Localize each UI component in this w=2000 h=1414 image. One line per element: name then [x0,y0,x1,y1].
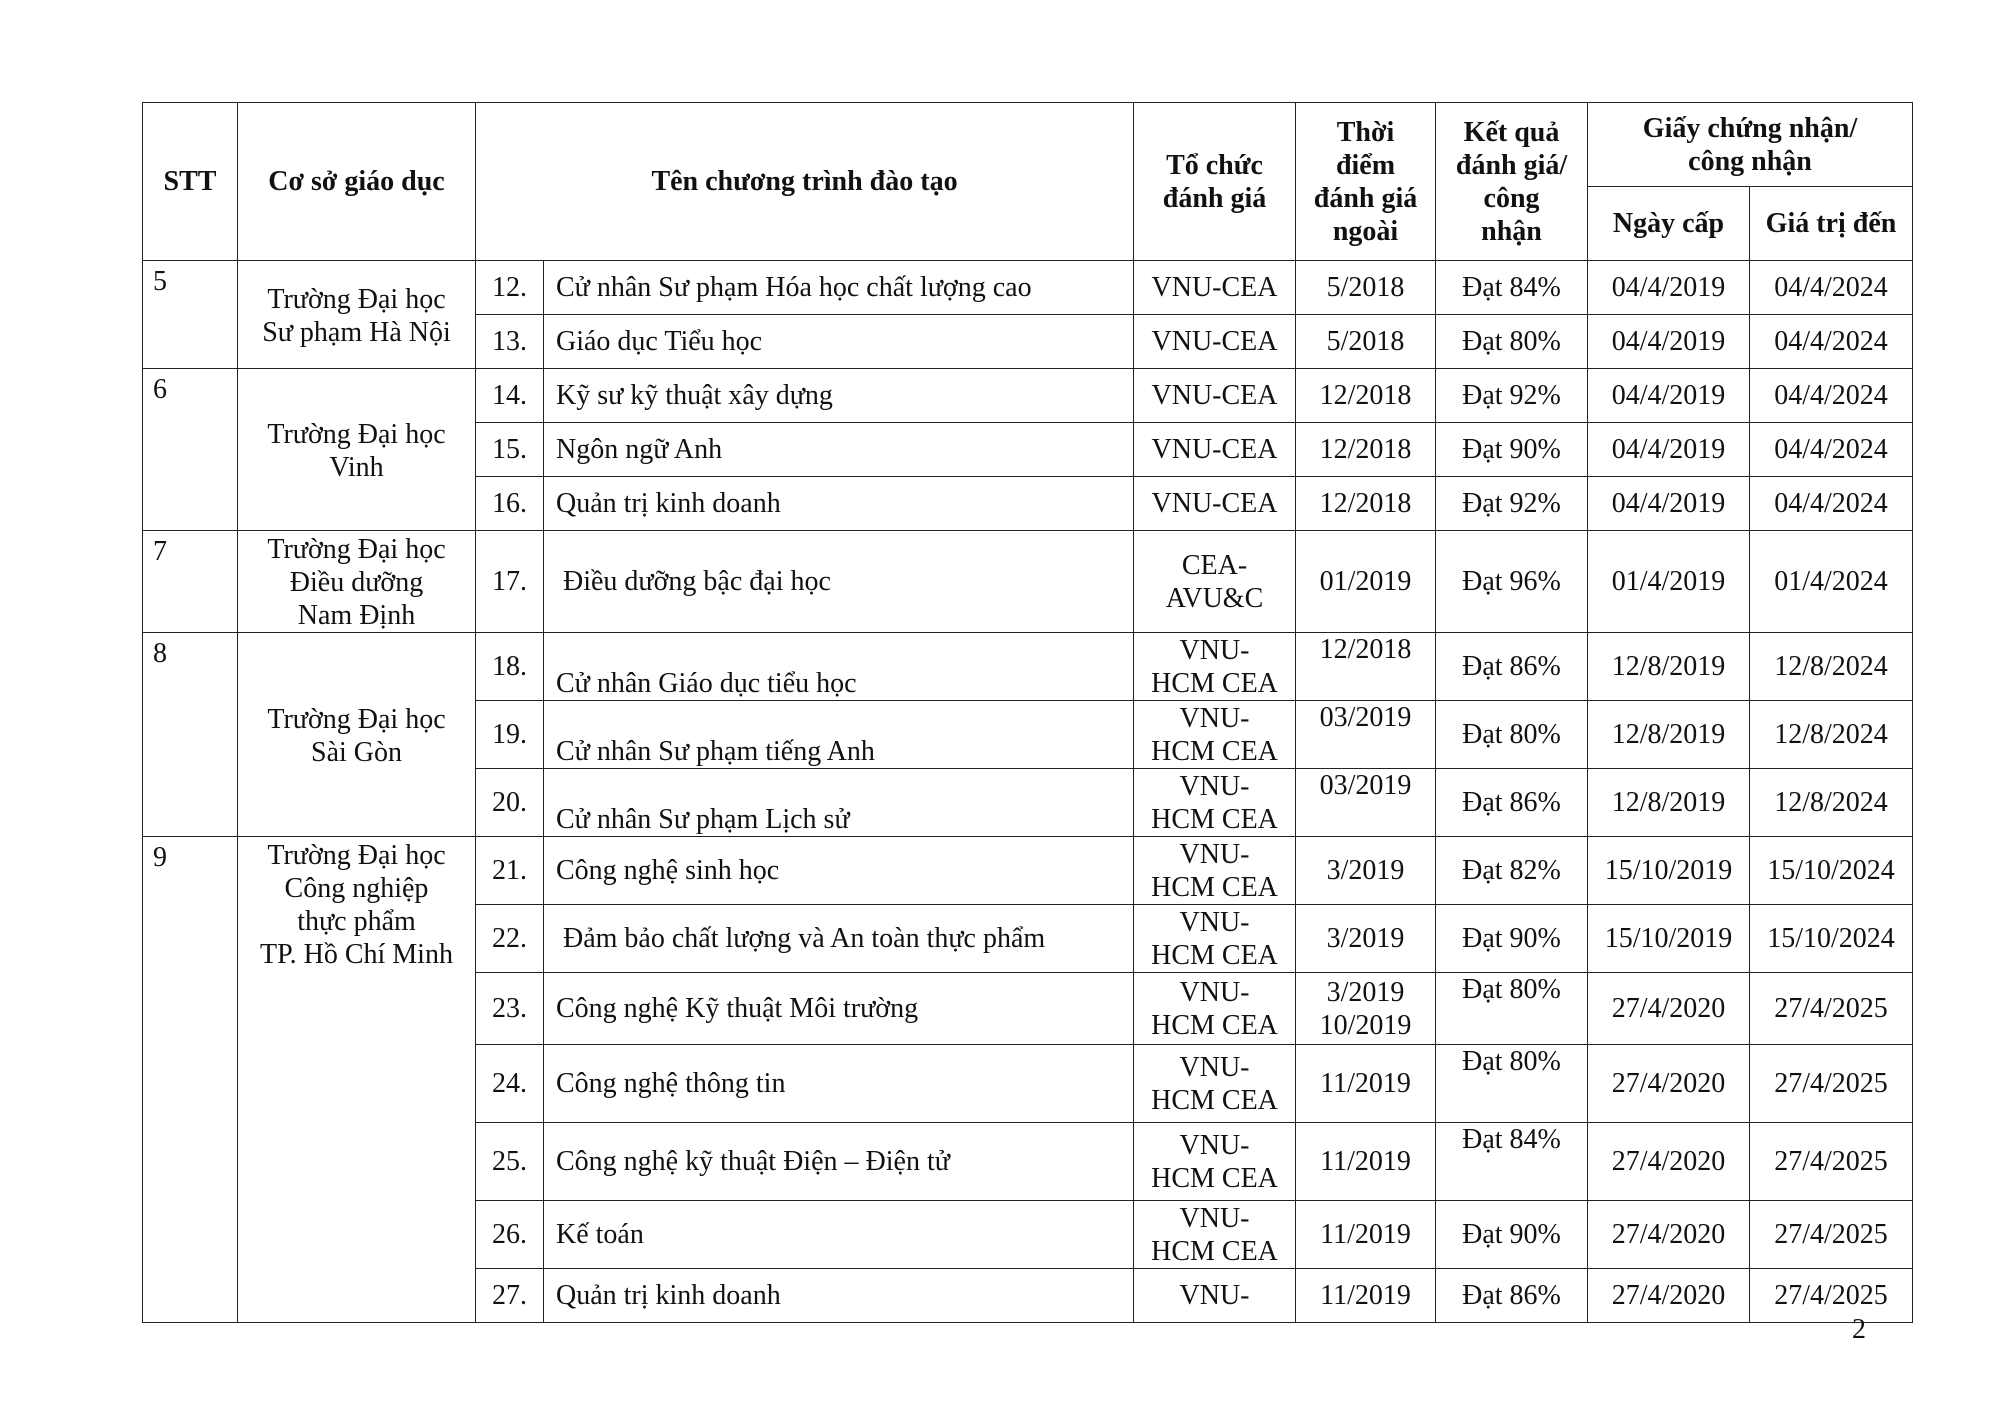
stt-cell: 8 [143,633,238,837]
program-number-cell: 13. [476,315,544,369]
organization-cell: VNU-CEA [1134,369,1296,423]
issue-date-cell: 27/4/2020 [1588,973,1750,1045]
valid-until-cell: 04/4/2024 [1750,315,1913,369]
valid-until-cell: 04/4/2024 [1750,477,1913,531]
evaluation-time-cell: 5/2018 [1296,315,1436,369]
valid-until-cell: 12/8/2024 [1750,769,1913,837]
organization-cell: VNU- HCM CEA [1134,701,1296,769]
valid-until-cell: 04/4/2024 [1750,423,1913,477]
program-name-cell: Quản trị kinh doanh [544,1269,1134,1323]
organization-cell: VNU- HCM CEA [1134,905,1296,973]
program-name-cell: Cử nhân Sư phạm tiếng Anh [544,701,1134,769]
program-number-cell: 24. [476,1045,544,1123]
table-row [143,531,1913,633]
issue-date-cell: 04/4/2019 [1588,369,1750,423]
valid-until-cell: 15/10/2024 [1750,905,1913,973]
issue-date-cell: 04/4/2019 [1588,315,1750,369]
organization-cell: VNU- HCM CEA [1134,837,1296,905]
result-cell: Đạt 80% [1436,1045,1588,1123]
header-program: Tên chương trình đào tạo [476,103,1134,261]
evaluation-time-cell: 12/2018 [1296,369,1436,423]
organization-cell: VNU-CEA [1134,315,1296,369]
valid-until-cell: 12/8/2024 [1750,701,1913,769]
organization-cell: VNU- [1134,1269,1296,1323]
organization-cell: VNU-CEA [1134,477,1296,531]
program-name-cell: Điều dưỡng bậc đại học [544,531,1134,633]
organization-cell: VNU-CEA [1134,423,1296,477]
organization-cell: VNU-CEA [1134,261,1296,315]
program-number-cell: 14. [476,369,544,423]
program-number-cell: 25. [476,1123,544,1201]
program-name-cell: Công nghệ kỹ thuật Điện – Điện tử [544,1123,1134,1201]
organization-cell: VNU- HCM CEA [1134,1201,1296,1269]
result-cell: Đạt 96% [1436,531,1588,633]
institution-cell: Trường Đại học Sư phạm Hà Nội [238,261,476,369]
header-certificate: Giấy chứng nhận/ công nhận [1588,103,1913,187]
valid-until-cell: 27/4/2025 [1750,1045,1913,1123]
evaluation-time-cell: 01/2019 [1296,531,1436,633]
issue-date-cell: 04/4/2019 [1588,423,1750,477]
issue-date-cell: 12/8/2019 [1588,769,1750,837]
program-name-cell: Cử nhân Sư phạm Lịch sử [544,769,1134,837]
program-number-cell: 17. [476,531,544,633]
program-name-cell: Cử nhân Giáo dục tiểu học [544,633,1134,701]
result-cell: Đạt 90% [1436,1201,1588,1269]
valid-until-cell: 12/8/2024 [1750,633,1913,701]
result-cell: Đạt 92% [1436,477,1588,531]
table-row [143,369,1913,423]
evaluation-time-cell: 12/2018 [1296,633,1436,701]
evaluation-time-cell: 11/2019 [1296,1123,1436,1201]
organization-cell: CEA- AVU&C [1134,531,1296,633]
issue-date-cell: 27/4/2020 [1588,1045,1750,1123]
program-name-cell: Công nghệ sinh học [544,837,1134,905]
program-number-cell: 20. [476,769,544,837]
program-name-cell: Công nghệ thông tin [544,1045,1134,1123]
result-cell: Đạt 84% [1436,261,1588,315]
organization-cell: VNU- HCM CEA [1134,769,1296,837]
program-number-cell: 15. [476,423,544,477]
stt-cell: 9 [143,837,238,1323]
result-cell: Đạt 92% [1436,369,1588,423]
program-number-cell: 16. [476,477,544,531]
valid-until-cell: 15/10/2024 [1750,837,1913,905]
result-cell: Đạt 84% [1436,1123,1588,1201]
program-name-cell: Đảm bảo chất lượng và An toàn thực phẩm [544,905,1134,973]
organization-cell: VNU- HCM CEA [1134,1045,1296,1123]
evaluation-time-cell: 3/2019 [1296,905,1436,973]
result-cell: Đạt 80% [1436,701,1588,769]
issue-date-cell: 04/4/2019 [1588,261,1750,315]
stt-cell: 7 [143,531,238,633]
header-issue-date: Ngày cấp [1588,187,1750,261]
issue-date-cell: 04/4/2019 [1588,477,1750,531]
program-name-cell: Quản trị kinh doanh [544,477,1134,531]
organization-cell: VNU- HCM CEA [1134,973,1296,1045]
header-time: Thời điểm đánh giá ngoài [1296,103,1436,261]
page-number: 2 [1852,1314,1866,1345]
issue-date-cell: 27/4/2020 [1588,1201,1750,1269]
program-number-cell: 21. [476,837,544,905]
header-organization: Tổ chức đánh giá [1134,103,1296,261]
issue-date-cell: 12/8/2019 [1588,701,1750,769]
program-name-cell: Ngôn ngữ Anh [544,423,1134,477]
result-cell: Đạt 86% [1436,769,1588,837]
evaluation-time-cell: 3/2019 10/2019 [1296,973,1436,1045]
issue-date-cell: 27/4/2020 [1588,1269,1750,1323]
program-name-cell: Cử nhân Sư phạm Hóa học chất lượng cao [544,261,1134,315]
stt-cell: 5 [143,261,238,369]
program-number-cell: 19. [476,701,544,769]
evaluation-time-cell: 11/2019 [1296,1269,1436,1323]
table-row [143,837,1913,905]
institution-cell: Trường Đại học Công nghiệp thực phẩm TP. Hồ Chí Minh [238,837,476,1323]
program-name-cell: Kỹ sư kỹ thuật xây dựng [544,369,1134,423]
issue-date-cell: 15/10/2019 [1588,837,1750,905]
valid-until-cell: 04/4/2024 [1750,261,1913,315]
institution-cell: Trường Đại học Vinh [238,369,476,531]
program-name-cell: Công nghệ Kỹ thuật Môi trường [544,973,1134,1045]
valid-until-cell: 27/4/2025 [1750,1123,1913,1201]
organization-cell: VNU- HCM CEA [1134,1123,1296,1201]
result-cell: Đạt 80% [1436,315,1588,369]
header-result: Kết quả đánh giá/ công nhận [1436,103,1588,261]
issue-date-cell: 27/4/2020 [1588,1123,1750,1201]
valid-until-cell: 27/4/2025 [1750,1269,1913,1323]
program-name-cell: Kế toán [544,1201,1134,1269]
evaluation-time-cell: 03/2019 [1296,769,1436,837]
header-stt: STT [143,103,238,261]
program-number-cell: 22. [476,905,544,973]
result-cell: Đạt 90% [1436,423,1588,477]
program-number-cell: 23. [476,973,544,1045]
table-header [143,103,1913,261]
result-cell: Đạt 86% [1436,1269,1588,1323]
issue-date-cell: 15/10/2019 [1588,905,1750,973]
issue-date-cell: 01/4/2019 [1588,531,1750,633]
evaluation-time-cell: 5/2018 [1296,261,1436,315]
evaluation-time-cell: 3/2019 [1296,837,1436,905]
institution-cell: Trường Đại học Sài Gòn [238,633,476,837]
evaluation-time-cell: 11/2019 [1296,1201,1436,1269]
valid-until-cell: 27/4/2025 [1750,973,1913,1045]
issue-date-cell: 12/8/2019 [1588,633,1750,701]
organization-cell: VNU- HCM CEA [1134,633,1296,701]
valid-until-cell: 01/4/2024 [1750,531,1913,633]
program-name-cell: Giáo dục Tiểu học [544,315,1134,369]
evaluation-time-cell: 03/2019 [1296,701,1436,769]
header-valid-until: Giá trị đến [1750,187,1913,261]
valid-until-cell: 04/4/2024 [1750,369,1913,423]
valid-until-cell: 27/4/2025 [1750,1201,1913,1269]
result-cell: Đạt 80% [1436,973,1588,1045]
result-cell: Đạt 86% [1436,633,1588,701]
result-cell: Đạt 82% [1436,837,1588,905]
program-number-cell: 26. [476,1201,544,1269]
institution-cell: Trường Đại học Điều dưỡng Nam Định [238,531,476,633]
accreditation-table [142,102,1913,1323]
program-number-cell: 12. [476,261,544,315]
stt-cell: 6 [143,369,238,531]
evaluation-time-cell: 12/2018 [1296,423,1436,477]
program-number-cell: 18. [476,633,544,701]
evaluation-time-cell: 11/2019 [1296,1045,1436,1123]
table-body [143,261,1913,1323]
header-institution: Cơ sở giáo dục [238,103,476,261]
table-row [143,261,1913,315]
program-number-cell: 27. [476,1269,544,1323]
table-row [143,633,1913,701]
result-cell: Đạt 90% [1436,905,1588,973]
evaluation-time-cell: 12/2018 [1296,477,1436,531]
